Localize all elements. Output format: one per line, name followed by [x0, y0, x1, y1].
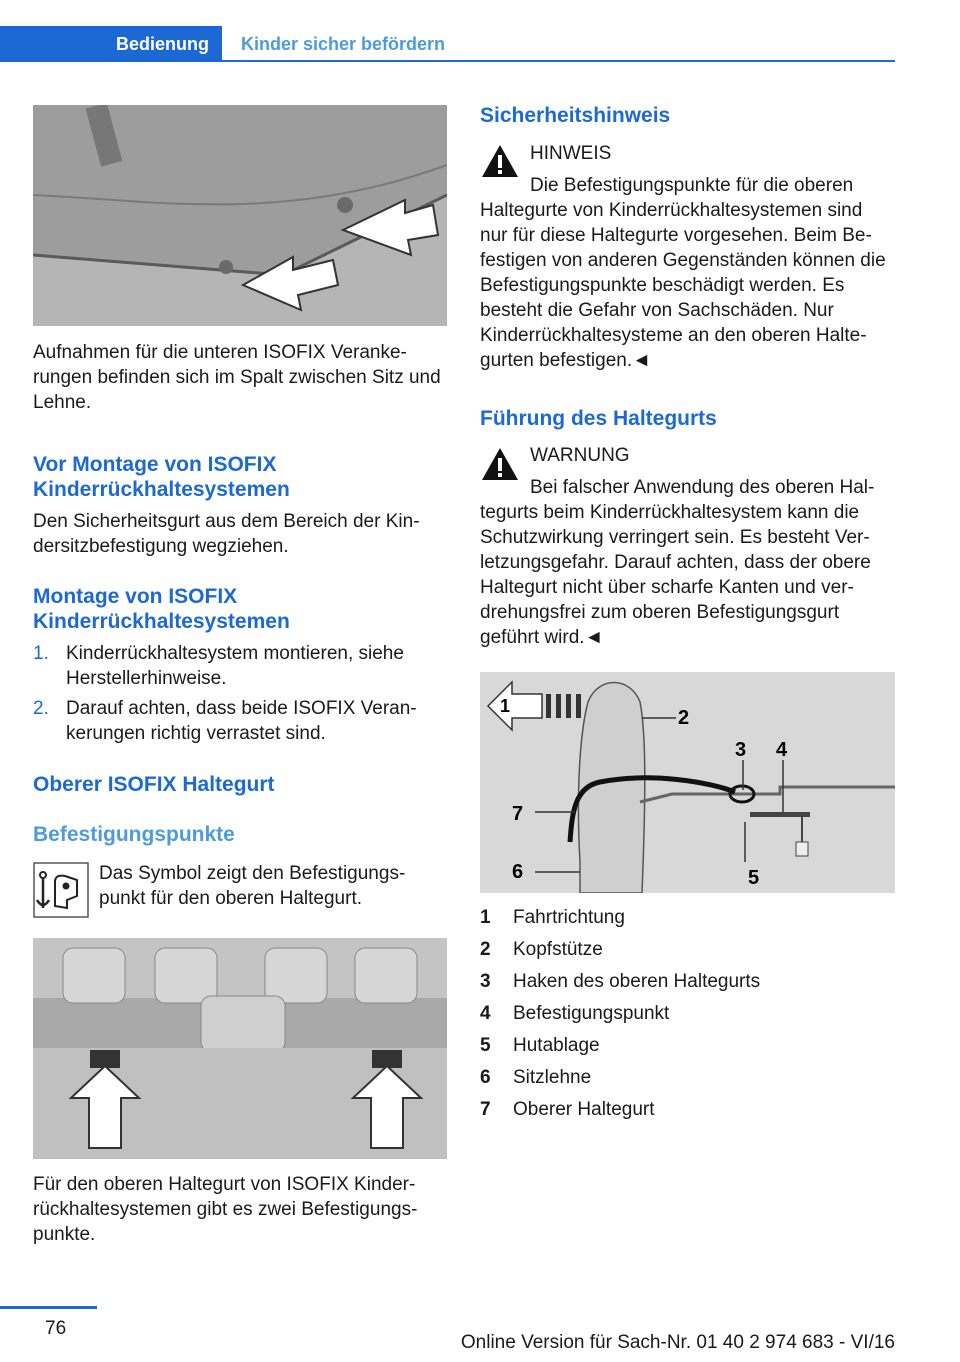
- heading-sicherheitshinweis: Sicherheitshinweis: [480, 104, 671, 127]
- step-item: [33, 641, 447, 691]
- legend-text: Fahrtrichtung: [513, 907, 625, 928]
- caption-lower-anchors: Aufnahmen für die unteren ISOFIX Veranke-rungen befinden sich im Spalt zwischen Sitz und Lehne.: [33, 342, 441, 413]
- page-number: 76: [45, 1318, 67, 1339]
- heading-oberer-haltegurt: Oberer ISOFIX Haltegurt: [33, 773, 275, 796]
- caption-two-anchor-points: Für den oberen Haltegurt von ISOFIX Kinder-rückhaltesystemen gibt es zwei Befestigungs-punkte.: [33, 1174, 418, 1245]
- notice-text: Die Befestigungspunkte für die oberen Haltegurte von Kinderrückhaltesystemen sind nur für diese Haltegurte vorgesehen. Beim Be-festigen von anderen Gegenständen können die Befestigungspunkte beschädigt werden. Es besteht die Gefahr von Sachschäden. Nur Kinderrückhaltesysteme an den oberen Halte-gurten befestigen.◄: [480, 175, 886, 371]
- legend-text: Oberer Haltegurt: [513, 1099, 655, 1120]
- legend-number: 5: [480, 1035, 491, 1056]
- isofix-seat-gap-photo: [33, 105, 447, 326]
- step-number: 2.: [33, 698, 49, 719]
- step-item: [33, 696, 447, 746]
- notice-label: HINWEIS: [530, 143, 612, 164]
- header-section-tab[interactable]: [0, 26, 222, 62]
- legend-text: Kopfstütze: [513, 939, 603, 960]
- legend-number: 7: [480, 1099, 491, 1120]
- step-number: 1.: [33, 643, 49, 664]
- online-version-note: Online Version für Sach-Nr. 01 40 2 974 683 - VI/16: [460, 1332, 895, 1353]
- text-symbol-description: Das Symbol zeigt den Befestigungs-punkt für den oberen Haltegurt.: [99, 863, 406, 909]
- diagram-label: 3: [735, 739, 747, 761]
- header-rule: [222, 60, 895, 62]
- diagram-label: 5: [748, 867, 760, 889]
- heading-befestigungspunkte: Befestigungspunkte: [33, 823, 235, 846]
- haltegurt-routing-diagram: [480, 672, 895, 893]
- footer-rule: [0, 1306, 97, 1309]
- diagram-label: 1: [500, 696, 511, 716]
- rear-shelf-anchors-photo: [33, 938, 447, 1159]
- heading-fuehrung: Führung des Haltegurts: [480, 407, 717, 430]
- header-section-label: Bedienung: [116, 33, 209, 54]
- legend-text: Befestigungspunkt: [513, 1003, 670, 1024]
- legend-text: Sitzlehne: [513, 1067, 592, 1088]
- warning-text: Bei falscher Anwendung des oberen Hal-tegurts beim Kinderrückhaltesystem kann die Schutzwirkung verringert sein. Es besteht Ver-letzungsgefahr. Darauf achten, dass der obere Haltegurt nicht über scharfe Kanten und ver-drehungsfrei zum oberen Befestigungsgurt geführt wird.◄: [480, 477, 875, 648]
- legend-number: 3: [480, 971, 491, 992]
- heading-vor-montage: Vor Montage von ISOFIX Kinderrückhaltesystemen: [33, 453, 290, 501]
- legend-number: 4: [480, 1003, 491, 1024]
- header-chapter-tab[interactable]: [241, 26, 445, 62]
- legend-number: 2: [480, 939, 491, 960]
- diagram-label: 7: [512, 803, 524, 825]
- step-text: Darauf achten, dass beide ISOFIX Veran-kerungen richtig verrastet sind.: [66, 698, 417, 744]
- legend-text: Haken des oberen Haltegurts: [513, 971, 761, 992]
- heading-montage: Montage von ISOFIX Kinderrückhaltesystemen: [33, 585, 290, 633]
- legend-number: 6: [480, 1067, 491, 1088]
- diagram-label: 4: [776, 739, 788, 761]
- diagram-label: 6: [512, 861, 524, 883]
- header-chapter-label: Kinder sicher befördern: [241, 33, 446, 54]
- legend-number: 1: [480, 907, 491, 928]
- diagram-label: 2: [678, 707, 690, 729]
- legend-text: Hutablage: [513, 1035, 600, 1056]
- step-text: Kinderrückhaltesystem montieren, siehe Herstellerhinweise.: [66, 643, 404, 689]
- warning-label: WARNUNG: [530, 445, 630, 466]
- text-vor-montage: Den Sicherheitsgurt aus dem Bereich der Kin-dersitzbefestigung wegziehen.: [33, 511, 420, 557]
- anchor-symbol-icon: [33, 862, 89, 918]
